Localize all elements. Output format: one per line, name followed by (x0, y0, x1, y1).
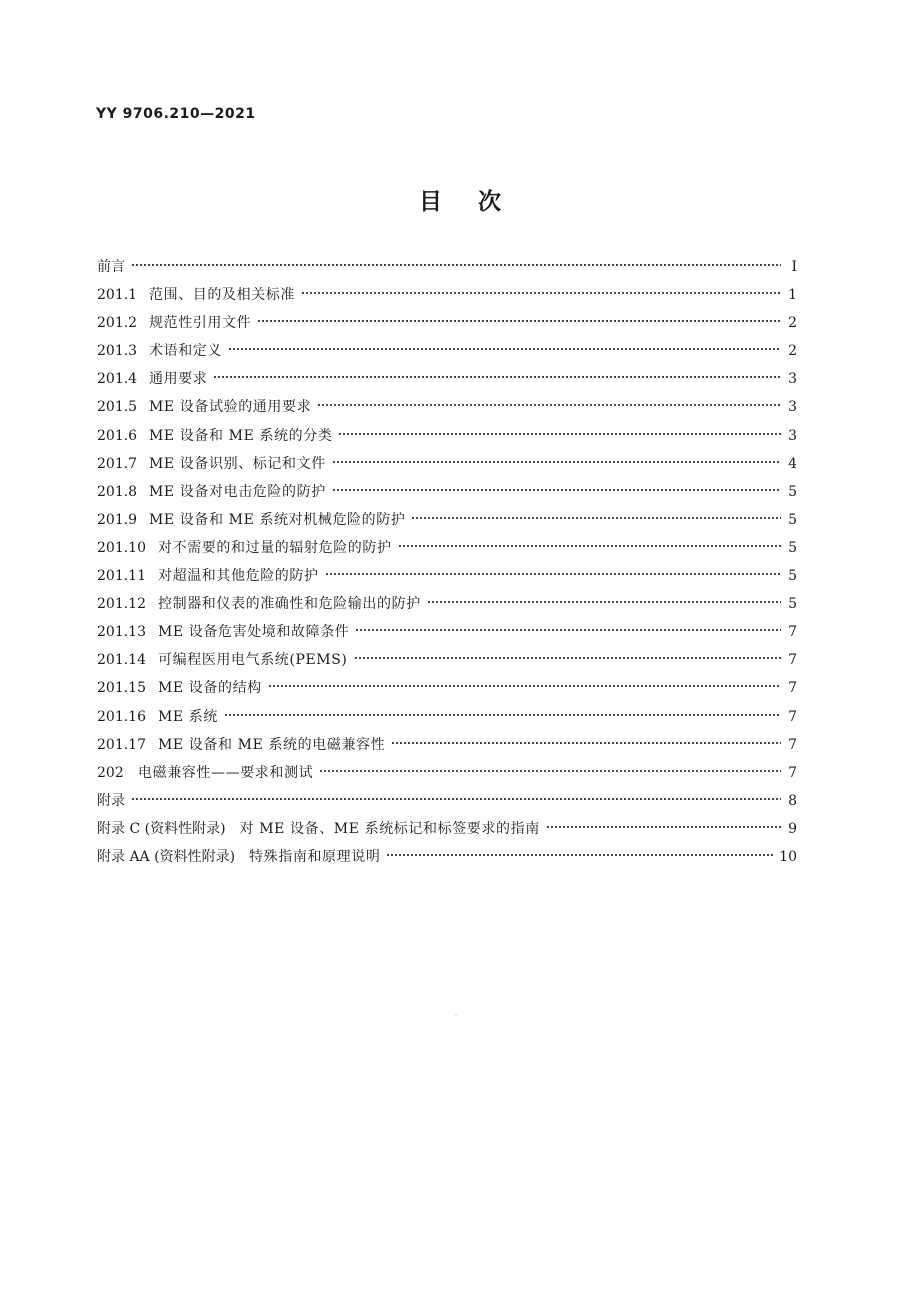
toc-entry-title: 特殊指南和原理说明 (249, 848, 381, 865)
toc-entry-title: ME 设备和 ME 系统对机械危险的防护 (149, 511, 406, 528)
toc-entry[interactable] (97, 368, 797, 396)
toc-dot-leader (325, 567, 781, 581)
toc-entry-title: 可编程医用电气系统(PEMS) (158, 652, 348, 669)
toc-dot-leader (354, 651, 782, 665)
toc-entry-title: ME 设备和 ME 系统的电磁兼容性 (158, 736, 386, 753)
toc-page-number: 7 (788, 764, 797, 781)
toc-entry-number: 201.3 (97, 343, 138, 360)
toc-entry-title: 对 ME 设备、ME 系统标记和标签要求的指南 (239, 820, 540, 837)
toc-entry-title: ME 设备对电击危险的防护 (149, 483, 326, 500)
toc-page-number: 7 (788, 736, 797, 753)
toc-entry-number: 202 (97, 764, 124, 781)
toc-dot-leader (257, 314, 781, 328)
toc-page-number: 3 (788, 371, 797, 388)
toc-entry-title: 规范性引用文件 (149, 315, 252, 332)
toc-entry[interactable] (97, 425, 797, 453)
scan-speck (455, 1015, 457, 1016)
toc-entry[interactable] (97, 453, 797, 481)
toc-page-number: Ⅰ (791, 259, 797, 275)
toc-entry-number: 附录 AA (资料性附录) (97, 848, 236, 865)
toc-entry-number: 201.5 (97, 399, 138, 416)
toc-entry-number: 前言 (97, 259, 125, 275)
toc-entry[interactable] (97, 396, 797, 424)
toc-page-number: 8 (788, 792, 797, 809)
toc-dot-leader (301, 286, 781, 300)
toc-page-number: 9 (788, 820, 797, 837)
toc-entry[interactable] (97, 846, 797, 874)
toc-page-number: 5 (788, 568, 797, 585)
toc-page-number: 7 (788, 652, 797, 669)
toc-entry[interactable] (97, 593, 797, 621)
page-title: 目次 (419, 189, 537, 215)
toc-entry-title: 控制器和仪表的准确性和危险输出的防护 (158, 596, 421, 613)
toc-dot-leader (427, 595, 781, 609)
toc-entry-number: 201.17 (97, 736, 146, 753)
toc-dot-leader (228, 342, 781, 356)
toc-page-number: 5 (788, 539, 797, 556)
toc-dot-leader (319, 764, 781, 778)
toc-entry-title: 电磁兼容性——要求和测试 (138, 764, 314, 781)
toc-entry-number: 201.14 (97, 652, 146, 669)
toc-entry-number: 附录 (97, 792, 125, 809)
toc-entry-number: 201.4 (97, 371, 138, 388)
toc-entry-number: 201.11 (97, 568, 146, 585)
toc-entry-title: ME 系统 (158, 708, 219, 725)
toc-entry[interactable] (97, 256, 797, 284)
toc-entry-title: 对超温和其他危险的防护 (158, 568, 319, 585)
toc-entry-number: 201.6 (97, 427, 138, 444)
toc-entry-title: ME 设备危害处境和故障条件 (158, 624, 350, 641)
toc-entry[interactable] (97, 565, 797, 593)
toc-entry-number: 201.7 (97, 455, 138, 472)
toc-page-number: 1 (788, 287, 797, 304)
toc-entry-number: 201.8 (97, 483, 138, 500)
toc-entry[interactable] (97, 284, 797, 312)
table-of-contents (97, 256, 797, 874)
toc-entry[interactable] (97, 790, 797, 818)
toc-entry-number: 附录 C (资料性附录) (97, 820, 226, 837)
toc-entry-number: 201.16 (97, 708, 146, 725)
toc-page-number: 5 (788, 483, 797, 500)
toc-entry-title: 术语和定义 (149, 343, 222, 360)
toc-entry-number: 201.13 (97, 624, 146, 641)
toc-entry[interactable] (97, 677, 797, 705)
toc-dot-leader (391, 736, 781, 750)
toc-page-number: 10 (779, 848, 797, 865)
toc-dot-leader (332, 483, 781, 497)
toc-page-number: 7 (788, 708, 797, 725)
toc-entry[interactable] (97, 481, 797, 509)
toc-dot-leader (355, 623, 781, 637)
toc-dot-leader (332, 455, 781, 469)
toc-entry[interactable] (97, 537, 797, 565)
toc-dot-leader (398, 539, 781, 553)
toc-page-number: 7 (788, 680, 797, 697)
toc-entry[interactable] (97, 509, 797, 537)
toc-dot-leader (317, 398, 781, 412)
toc-dot-leader (268, 679, 781, 693)
toc-dot-leader (386, 848, 773, 862)
toc-entry-title: ME 设备试验的通用要求 (149, 399, 312, 416)
toc-entry[interactable] (97, 340, 797, 368)
toc-entry[interactable] (97, 312, 797, 340)
toc-page-number: 2 (788, 343, 797, 360)
toc-page-number: 7 (788, 624, 797, 641)
toc-page-number: 3 (788, 427, 797, 444)
toc-dot-leader (213, 370, 781, 384)
toc-page-number: 5 (788, 511, 797, 528)
toc-entry-title: ME 设备的结构 (158, 680, 262, 697)
toc-entry[interactable] (97, 621, 797, 649)
toc-entry-title: 通用要求 (149, 371, 208, 388)
toc-dot-leader (546, 820, 781, 834)
toc-entry[interactable] (97, 734, 797, 762)
toc-dot-leader (131, 792, 781, 806)
toc-entry-number: 201.2 (97, 315, 138, 332)
toc-entry-number: 201.1 (97, 287, 138, 304)
toc-entry[interactable] (97, 649, 797, 677)
toc-entry[interactable] (97, 762, 797, 790)
toc-dot-leader (131, 258, 781, 272)
toc-dot-leader (411, 511, 781, 525)
standard-number: YY 9706.210—2021 (96, 106, 256, 122)
toc-page-number: 2 (788, 315, 797, 332)
toc-dot-leader (338, 427, 781, 441)
toc-entry-title: 对不需要的和过量的辐射危险的防护 (158, 539, 392, 556)
toc-entry-title: ME 设备和 ME 系统的分类 (149, 427, 333, 444)
toc-page-number: 4 (788, 455, 797, 472)
toc-dot-leader (224, 708, 781, 722)
toc-entry[interactable] (97, 706, 797, 734)
toc-entry-number: 201.10 (97, 539, 146, 556)
toc-page-number: 3 (788, 399, 797, 416)
toc-entry-title: ME 设备识别、标记和文件 (149, 455, 326, 472)
toc-page-number: 5 (788, 596, 797, 613)
toc-entry-number: 201.9 (97, 511, 138, 528)
toc-entry-number: 201.15 (97, 680, 146, 697)
toc-entry-title: 范围、目的及相关标准 (149, 287, 295, 304)
toc-entry-number: 201.12 (97, 596, 146, 613)
toc-entry[interactable] (97, 818, 797, 846)
